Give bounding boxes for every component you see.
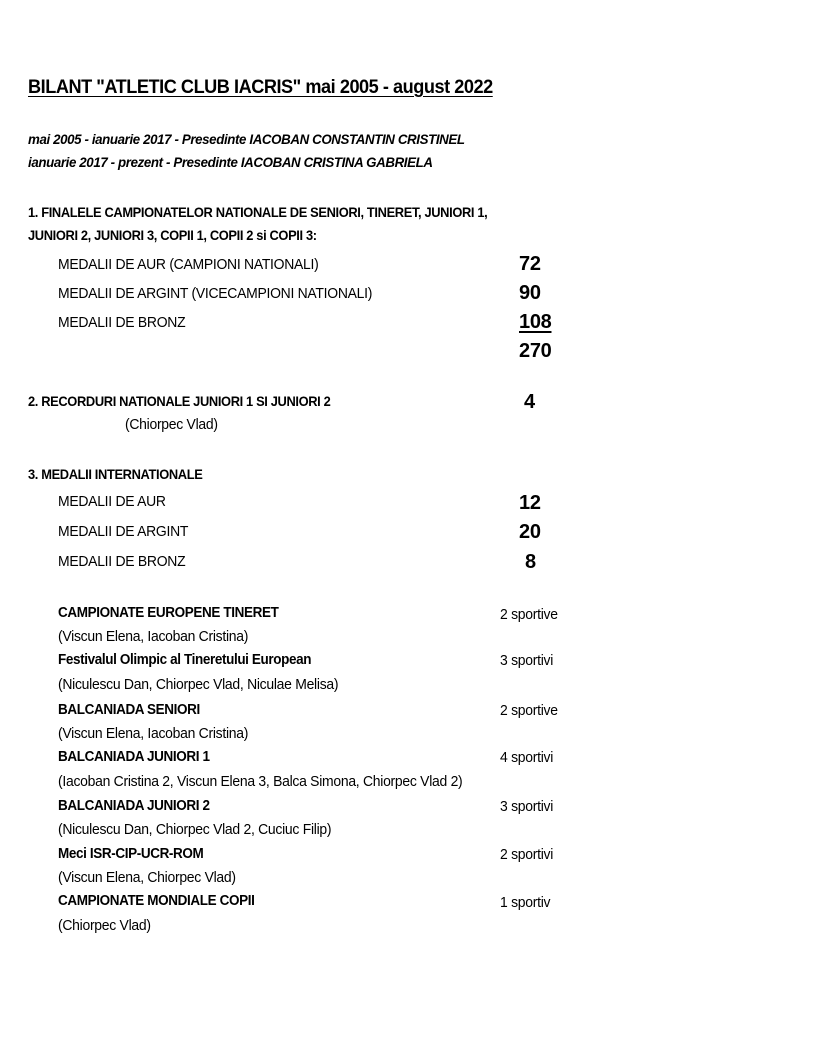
president-period-2: ianuarie 2017 - prezent - Presedinte IACOBAN CRISTINA GABRIELA	[28, 154, 433, 170]
event-title: BALCANIADA JUNIORI 2	[58, 798, 210, 814]
national-silver-value: 90	[519, 282, 541, 304]
national-bronze-label: MEDALII DE BRONZ	[58, 314, 186, 331]
national-total-value: 270	[519, 340, 552, 362]
president-period-1: mai 2005 - ianuarie 2017 - Presedinte IACOBAN CONSTANTIN CRISTINEL	[28, 131, 465, 147]
event-title: BALCANIADA JUNIORI 1	[58, 749, 210, 765]
event-athletes: (Viscun Elena, Chiorpec Vlad)	[58, 869, 236, 886]
national-bronze-value: 108	[519, 311, 552, 333]
records-athlete: (Chiorpec Vlad)	[125, 416, 218, 433]
event-count: 2 sportive	[500, 702, 558, 719]
document-title: BILANT "ATLETIC CLUB IACRIS" mai 2005 - august 2022	[28, 76, 493, 98]
event-count: 4 sportivi	[500, 749, 554, 766]
national-gold-value: 72	[519, 253, 541, 275]
event-athletes: (Viscun Elena, Iacoban Cristina)	[58, 628, 249, 645]
event-title: BALCANIADA SENIORI	[58, 702, 200, 718]
section3-heading: 3. MEDALII INTERNATIONALE	[28, 466, 203, 482]
event-athletes: (Viscun Elena, Iacoban Cristina)	[58, 725, 249, 742]
intl-gold-value: 12	[519, 492, 541, 514]
intl-bronze-value: 8	[525, 551, 536, 573]
section2-heading: 2. RECORDURI NATIONALE JUNIORI 1 SI JUNIORI 2	[28, 393, 331, 409]
event-count: 3 sportivi	[500, 652, 554, 669]
event-count: 2 sportive	[500, 606, 558, 623]
national-gold-label: MEDALII DE AUR (CAMPIONI NATIONALI)	[58, 256, 319, 273]
event-athletes: (Chiorpec Vlad)	[58, 917, 151, 934]
intl-silver-value: 20	[519, 521, 541, 543]
intl-gold-label: MEDALII DE AUR	[58, 493, 166, 510]
event-athletes: (Niculescu Dan, Chiorpec Vlad, Niculae Melisa)	[58, 676, 339, 693]
section1-heading-line1: 1. FINALELE CAMPIONATELOR NATIONALE DE SENIORI, TINERET, JUNIORI 1,	[28, 204, 488, 220]
records-value: 4	[524, 391, 535, 413]
event-title: CAMPIONATE EUROPENE TINERET	[58, 605, 279, 621]
section1-heading-line2: JUNIORI 2, JUNIORI 3, COPII 1, COPII 2 si COPII 3:	[28, 227, 317, 243]
event-athletes: (Niculescu Dan, Chiorpec Vlad 2, Cuciuc Filip)	[58, 821, 332, 838]
event-title: CAMPIONATE MONDIALE COPII	[58, 893, 255, 909]
event-count: 2 sportivi	[500, 846, 554, 863]
event-count: 1 sportiv	[500, 894, 551, 911]
event-title: Meci ISR-CIP-UCR-ROM	[58, 846, 204, 862]
national-silver-label: MEDALII DE ARGINT (VICECAMPIONI NATIONALI)	[58, 285, 373, 302]
event-athletes: (Iacoban Cristina 2, Viscun Elena 3, Balca Simona, Chiorpec Vlad 2)	[58, 773, 463, 790]
intl-bronze-label: MEDALII DE BRONZ	[58, 553, 186, 570]
event-title: Festivalul Olimpic al Tineretului European	[58, 652, 312, 668]
event-count: 3 sportivi	[500, 798, 554, 815]
intl-silver-label: MEDALII DE ARGINT	[58, 523, 189, 540]
